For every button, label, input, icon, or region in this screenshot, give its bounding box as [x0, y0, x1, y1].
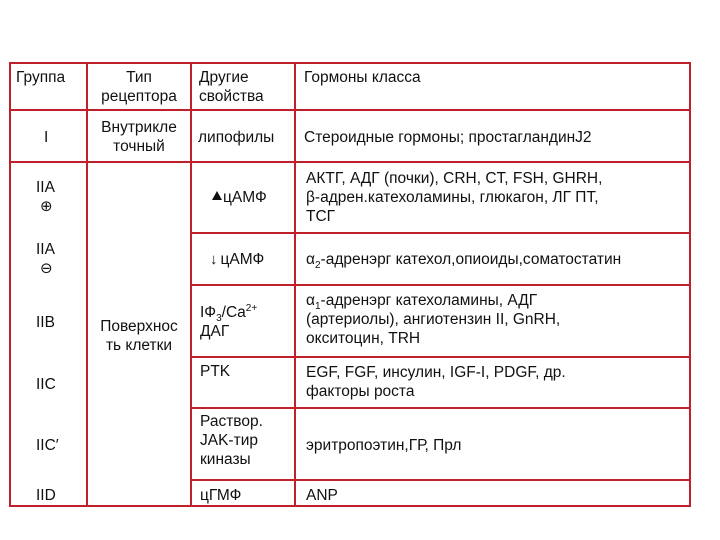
row2-group [36, 178, 55, 217]
row3-hormones [306, 250, 622, 272]
row6-hormones: эритропоэтин,ГР, Прл [306, 437, 462, 454]
row5-hormones [306, 363, 566, 401]
row7-hormones: ANP [306, 487, 338, 504]
header-receptor-type-line2: рецептора [101, 88, 177, 105]
row4-other-if: IФ [200, 304, 217, 321]
row6-other-line3: киназы [200, 451, 251, 468]
row2-hormones-line3: ТСГ [306, 208, 336, 225]
row4-group: IIB [36, 314, 55, 331]
plus-circle-icon: ⊕ [40, 198, 53, 215]
row3-other-props [210, 250, 264, 269]
row2-hormones-line1: АКТГ, АДГ (почки), CRH, CT, FSH, GHRH, [306, 170, 603, 187]
row4-hormones [306, 291, 560, 348]
row6-group: IIC′ [36, 437, 59, 454]
row1-other-props: липофилы [198, 129, 275, 146]
row7-other-props: цГМФ [200, 487, 242, 504]
row1-group: I [44, 129, 49, 146]
header-hormones: Гормоны класса [304, 69, 421, 86]
row1-receptor-type [88, 118, 190, 156]
row3-other-props-text: цАМФ [220, 251, 265, 268]
header-group: Группа [16, 69, 66, 86]
row4-other-sup: 2+ [245, 302, 258, 314]
row3-hormones-alpha: α [306, 251, 315, 268]
row4-hormones-alpha: α [306, 292, 315, 309]
arrow-down-icon: ↓ [210, 251, 218, 268]
row1-receptor-type-line1: Внутрикле [101, 119, 177, 136]
header-receptor-type [88, 68, 190, 106]
arrow-up-icon [212, 191, 222, 200]
row7-group: IID [36, 487, 56, 504]
minus-circle-icon: ⊖ [40, 260, 53, 277]
header-other-props-line1: Другие [199, 69, 249, 86]
row2-hormones [306, 169, 602, 226]
header-other-props [199, 68, 264, 106]
row1-receptor-type-line2: точный [113, 138, 165, 155]
row2-group-label: IIA [36, 179, 55, 196]
row4-other-ca: /Ca [221, 304, 246, 321]
surface-receptor-type [88, 317, 190, 355]
row4-hormones-sub: 1 [314, 301, 321, 313]
row3-group-label: IIA [36, 241, 55, 258]
row4-other-line2: ДАГ [200, 323, 230, 340]
row6-other-line1: Раствор. [200, 413, 263, 430]
surface-receptor-type-line1: Поверхнос [100, 318, 178, 335]
header-receptor-type-line1: Тип [126, 69, 152, 86]
row4-hormones-line1: ‑адренэрг катехоламины, АДГ [320, 292, 538, 309]
row3-group [36, 240, 55, 279]
row5-group: IIC [36, 376, 56, 393]
row5-hormones-line1: EGF, FGF, инсулин, IGF‑I, PDGF, др. [306, 364, 566, 381]
row4-hormones-line3: окситоцин, TRH [306, 330, 421, 347]
row5-other-props: PTK [200, 363, 231, 380]
row2-hormones-line2: β‑адрен.катехоламины, глюкагон, ЛГ ПТ, [306, 189, 599, 206]
header-other-props-line2: свойства [199, 88, 264, 105]
row5-hormones-line2: факторы роста [306, 383, 415, 400]
row4-hormones-line2: (артериолы), ангиотензин II, GnRH, [306, 311, 561, 328]
row4-other-sub: 3 [216, 313, 222, 325]
row2-other-props-text: цАМФ [223, 189, 267, 206]
row4-other-props [200, 303, 257, 341]
surface-receptor-type-line2: ть клетки [105, 337, 173, 354]
row2-other-props [212, 188, 267, 207]
row1-hormones: Стероидные гормоны; простагландинJ2 [304, 129, 592, 146]
row3-hormones-sub: 2 [314, 260, 321, 272]
row3-hormones-rest: ‑адренэрг катехол,опиоиды,соматостатин [320, 251, 622, 268]
row6-other-props [200, 412, 263, 469]
row6-other-line2: JAK-тир [200, 432, 258, 449]
